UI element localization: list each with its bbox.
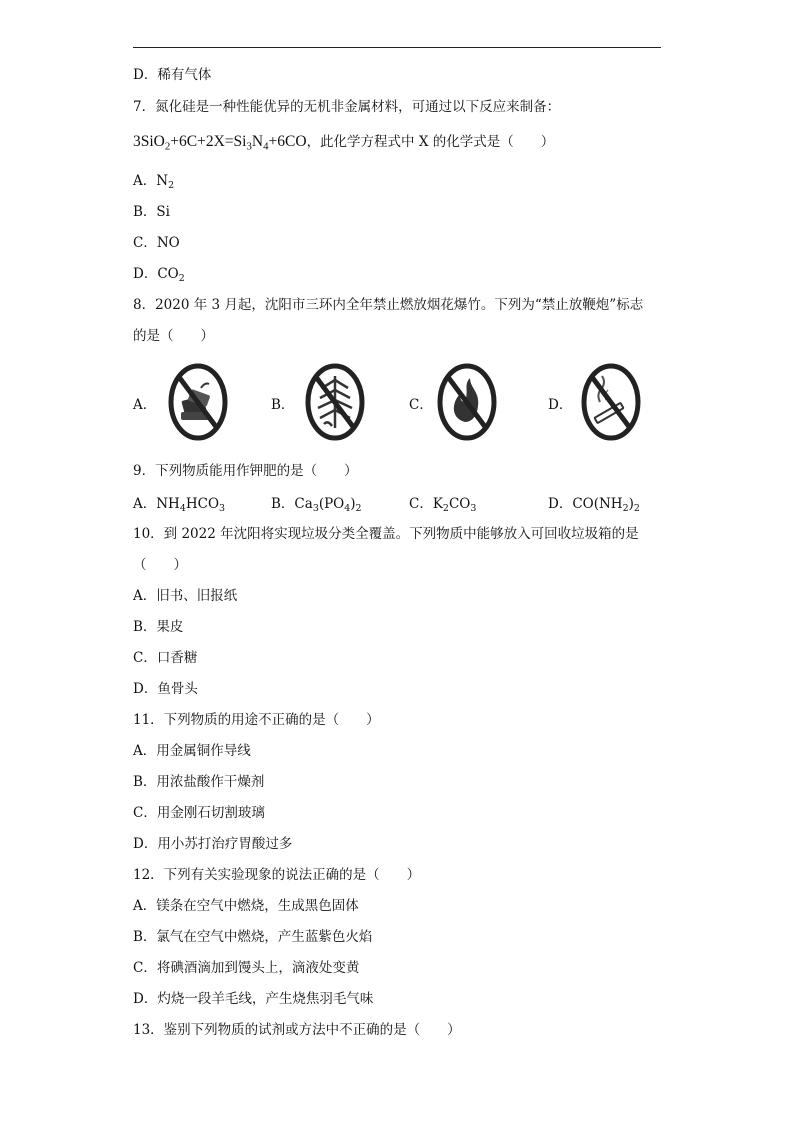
q7-equation-line <box>133 133 554 151</box>
option-d-rare-gas: D．稀有气体 <box>133 67 212 83</box>
q12-option-c: C．将碘酒滴加到馒头上，滴液处变黄 <box>133 960 360 976</box>
q9-stem: 9．下列物质能用作钾肥的是（ ） <box>133 463 358 479</box>
q9-option-b: B．$Ca_3(PO_4)_2$ <box>271 496 362 514</box>
q11-option-c: C．用金刚石切割玻璃 <box>133 805 265 821</box>
q10-option-b: B．果皮 <box>133 619 184 635</box>
q11-option-a: A．用金属铜作导线 <box>133 743 251 759</box>
q12-option-b: B．氯气在空气中燃烧，产生蓝紫色火焰 <box>133 929 373 945</box>
q12-option-a: A．镁条在空气中燃烧，生成黑色固体 <box>133 898 359 914</box>
q10-option-d: D．鱼骨头 <box>133 681 198 697</box>
no-firework-tree-icon <box>304 362 366 442</box>
q10-stem-line2: （ ） <box>133 557 187 573</box>
q10-stem-line1: 10．到 2022 年沈阳将实现垃圾分类全覆盖。下列物质中能够放入可回收垃圾箱的是 <box>133 526 639 542</box>
q7-option-c: C．NO <box>133 235 180 251</box>
q8-label-b: B． <box>271 397 295 413</box>
q12-option-d: D．灼烧一段羊毛线，产生烧焦羽毛气味 <box>133 991 374 1007</box>
q13-stem: 13．鉴别下列物质的试剂或方法中不正确的是（ ） <box>133 1022 461 1038</box>
q11-stem: 11．下列物质的用途不正确的是（ ） <box>133 712 380 728</box>
q8-label-d: D． <box>548 397 573 413</box>
q11-option-b: B．用浓盐酸作干燥剂 <box>133 774 265 790</box>
q7-equation: $3SiO_2+6C+2X=Si_3N_4+6CO$ <box>133 133 307 153</box>
no-firecracker-pile-icon <box>167 362 229 442</box>
q7-option-a: A．$N_2$ <box>133 173 175 191</box>
q7-option-b: B．Si <box>133 204 170 220</box>
q9-option-a: A．$NH_4HCO_3$ <box>133 496 226 514</box>
q8-label-c: C． <box>409 397 433 413</box>
q7-stem: 7．氮化硅是一种性能优异的无机非金属材料，可通过以下反应来制备： <box>133 99 561 115</box>
q8-stem-line1: 8．2020 年 3 月起，沈阳市三环内全年禁止燃放烟花爆竹。下列为“禁止放鞭炮”标志 <box>133 297 644 313</box>
q10-option-a: A．旧书、旧报纸 <box>133 588 238 604</box>
q7-option-d: D．$CO_2$ <box>133 266 185 284</box>
q10-option-c: C．口香糖 <box>133 650 198 666</box>
q7-equation-tail: ，此化学方程式中 X 的化学式是（ ） <box>306 134 555 150</box>
q12-stem: 12．下列有关实验现象的说法正确的是（ ） <box>133 867 421 883</box>
no-smoking-icon <box>580 362 642 442</box>
q9-option-d: D．$CO(NH_2)_2$ <box>548 496 640 514</box>
no-fire-icon <box>436 362 498 442</box>
q11-option-d: D．用小苏打治疗胃酸过多 <box>133 836 293 852</box>
q8-stem-line2: 的是（ ） <box>133 328 214 344</box>
q9-option-c: C．$K_2CO_3$ <box>409 496 477 514</box>
q8-label-a: A． <box>133 397 157 413</box>
header-rule <box>133 47 661 48</box>
